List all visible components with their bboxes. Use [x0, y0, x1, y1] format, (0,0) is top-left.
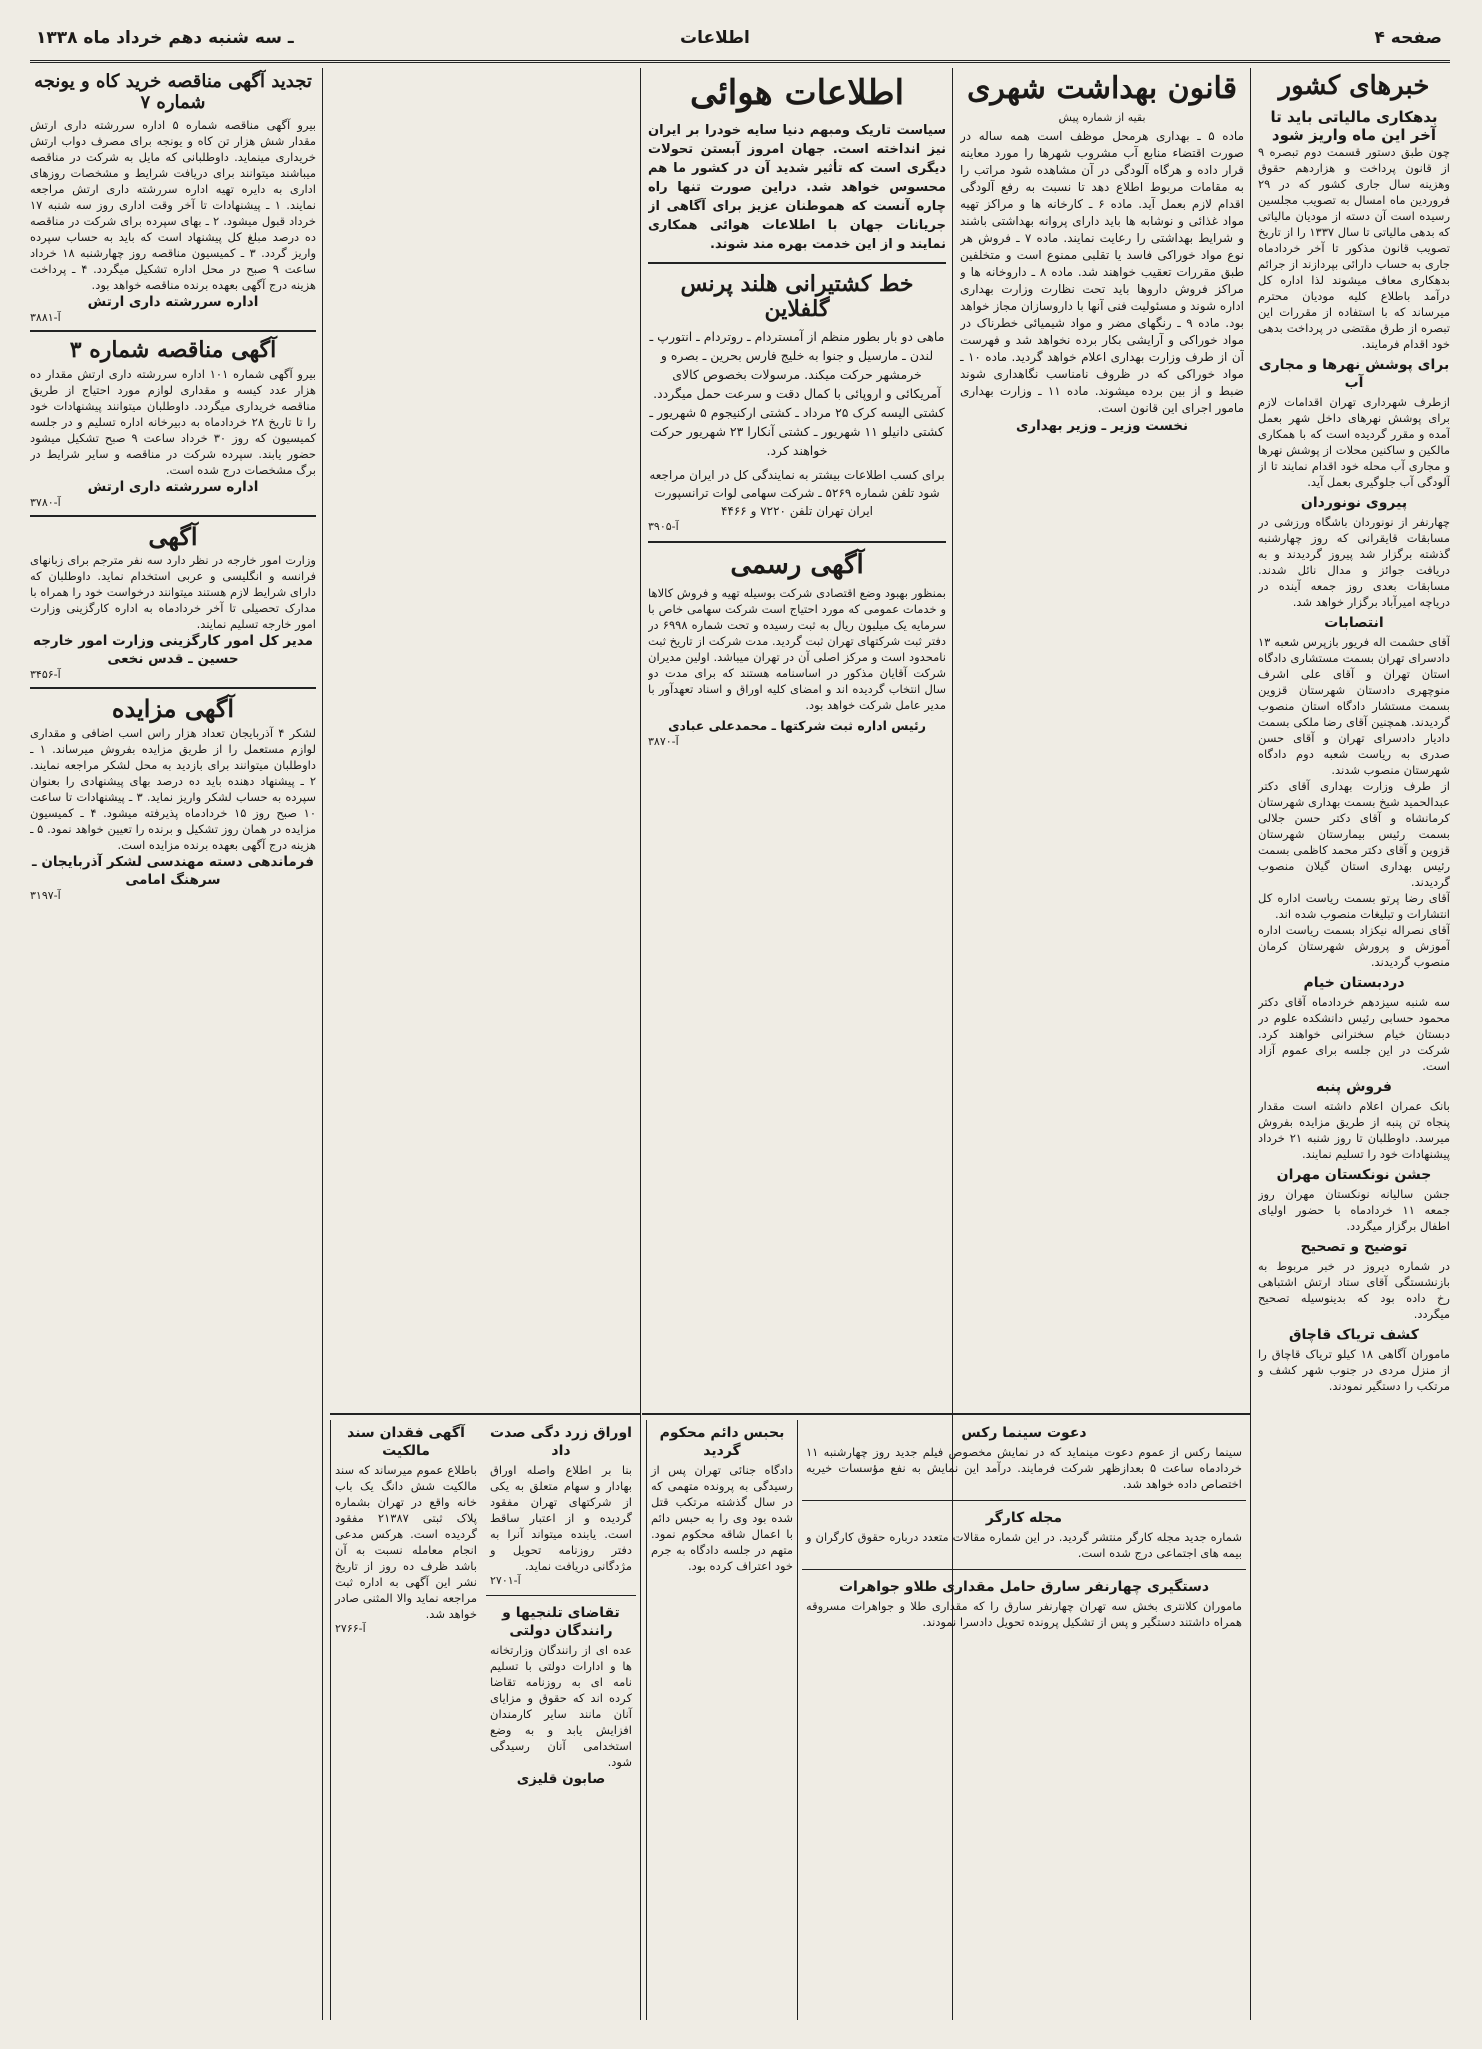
article-body: آقای نصراله نیکزاد بسمت ریاست اداره آموزش و پرورش شهرستان کرمان منصوب گردیدند. [1258, 922, 1450, 969]
article-body: بانک عمران اعلام داشته است مقدار پنجاه تن پنبه از طریق مزایده بفروش میرسد. داوطلبان تا روز شنبه ۲۱ خرداد پیشنهادات خود را تسلیم نمایند. [1258, 1098, 1450, 1161]
ad-body: سینما رکس از عموم دعوت مینماید که در نمایش مخصوص فیلم جدید روز چهارشنبه ۱۱ خردادماه ساعت ۵ بعدازظهر شرکت فرمایند. درآمد این نمایش به نفع مؤسسات خیریه اختصاص داده خواهد شد. [806, 1445, 1242, 1491]
ad-title: خط کشتیرانی هلند پرنس گلفلاین [680, 271, 914, 323]
ad-body: بیرو آگهی شماره ۱۰۱ اداره سررشته داری ارتش مقدار ده هزار عدد کیسه و مقداری لوازم مورد احتیاج از طریق مناقصه خریداری میگردد. داوطلبان میتوانند پیشنهادات خود را تا تاریخ ۲۸ خردادماه به دبیرخانه اداره تسلیم و در جلسه کمیسیون که روز ۳۰ خرداد ساعت ۹ صبح تشکیل میشود حضور یابند. سپرده شرکت در مناقصه و سایر شرایط در برگ مشخصات درج شده است. [30, 366, 316, 477]
column-rule [322, 68, 323, 2020]
ad-title: آگهی مزایده [111, 694, 235, 724]
ad-lost-papers [486, 1420, 636, 2020]
headline: بدهکاری مالیاتی باید تا آخر این ماه واریز شود [1270, 107, 1438, 144]
article-body: شماره جدید مجله کارگر منتشر گردید. در این شماره مقالات متعدد درباره حقوق کارگران و بیمه های اجتماعی درج شده است. [806, 1530, 1242, 1560]
section-title: خبرهای کشور [1278, 71, 1430, 101]
ad-title: آگهی فقدان سند مالکیت [347, 1425, 465, 1459]
ad-lost-deed [330, 1420, 481, 2020]
ad-title: اوراق زرد دگی صدت داد [490, 1425, 632, 1459]
section-rule [30, 687, 316, 689]
ad-body: وزارت امور خارجه در نظر دارد سه نفر مترجم برای زبانهای فرانسه و انگلیسی و عربی استخدام نماید. داوطلبان که دارای شرایط لازم هستند میتوانند درخواست خود را همراه با مدارک تحصیلی تا آخر خردادماه به اداره کارگزینی وزارت امور خارجه تسلیم نمایند. [30, 553, 316, 632]
article-body: چون طبق دستور قسمت دوم تبصره ۹ از قانون پرداخت و هزاردهم حقوق وهزینه سال جاری کشور که در ۲۹ فروردین ماه امسال به تصویب مجلسین رسیده است آن دسته از مودیان مالیاتی که بدهی مالیاتی تا سال ۱۳۳۷ را از تاریخ تصویب قانون مذکور تا آخر خردادماه جاری به حساب دارائی بپردازند از جرائم بدهکاری معاف میشوند لذا اداره کل درآمد باطلاع کلیه مودیان محترم میرساند که با استفاده از مقررات این تبصره از طرق مقتضی در پرداخت بدهی خود اقدام فرمایند. [1258, 144, 1450, 351]
article-body: دادگاه جنائی تهران پس از رسیدگی به پرونده متهمی که در سال گذشته مرتکب قتل شده بود وی را به حبس دائم با اعمال شاقه محکوم نمود. متهم در جلسه دادگاه به جرم خود اعتراف کرده بود. [651, 1463, 793, 1573]
ad-body: بیرو آگهی مناقصه شماره ۵ اداره سررشته داری ارتش مقدار شش هزار تن کاه و یونجه برای مصرف دواب ارتش خریداری مینماید. داوطلبانی که مایل به شرکت در مناقصه میباشند میتوانند برای دریافت شرایط و مشخصات روزهای اداری به دایره تهیه اداره سررشته داری ارتش مراجعه نمایند. ۱ ـ پیشنهادات تا آخر وقت اداری روز سه شنبه ۱۷ خرداد قبول میشود. ۲ ـ بهای سپرده برای شرکت در مناقصه ده درصد مبلغ کل پیشنهاد است که باید به حساب سپرده واریز گردد. ۳ ـ کمیسیون مناقصه روز چهارشنبه ۱۸ خرداد ساعت ۹ صبح در محل اداره تشکیل میگردد. ۴ ـ پرداخت هزینه درج آگهی بعهده برنده مناقصه خواهد بود. [30, 118, 316, 293]
article-body: در شماره دیروز در خبر مربوط به بازنشستگی آقای ستاد ارتش اشتباهی رخ داده بود که بدینوسیله تصحیح میگردد. [1258, 1258, 1450, 1321]
column-news [1258, 68, 1450, 2018]
ad-reference: آ-۳۱۹۷ [30, 888, 61, 902]
signature: اداره سررشته داری ارتش [87, 478, 259, 495]
issue-date: ـ سه شنبه دهم خرداد ماه ۱۳۳۸ [36, 28, 294, 48]
section-rule [30, 330, 316, 332]
headline: دستگیری چهارنفر سارق حامل مقداری طلاو جواهرات [838, 1579, 1210, 1595]
signature: فرماندهی دسته مهندسی لشکر آذربایجان ـ سرهنگ امامی [32, 853, 314, 888]
ad-body: باطلاع عموم میرساند که سند مالکیت شش دانگ یک باب خانه واقع در تهران بشماره پلاک ثبتی ۲۱۳۸۷ مفقود گردیده است. هرکس مدعی انجام معامله نسبت به آن باشد ظرف ده روز از تاریخ نشر این آگهی به اداره ثبت مراجعه نماید والا المثنی صادر خواهد شد. [335, 1463, 477, 1621]
column-air-news [648, 68, 946, 1408]
signature: مدیر کل امور کارگزینی وزارت امور خارجه [33, 633, 313, 650]
page-header [30, 20, 1450, 63]
article-body: چهارنفر از نونوردان باشگاه ورزشی در مسابقات قایقرانی که روز چهارشنبه گذشته برگزار شد پیروز گردیدند و به دریافت جوائز و مدال نائل شدند. مسابقات بعدی روز جمعه آینده در دریاچه امیرآباد برگزار خواهد شد. [1258, 514, 1450, 609]
ad-title: دعوت سینما رکس [961, 1425, 1087, 1441]
ad-reference: آ-۲۷۰۱ [490, 1574, 521, 1587]
newspaper-page [30, 20, 1450, 2030]
headline: انتصابات [1324, 614, 1384, 631]
section-rule [802, 1500, 1246, 1501]
signature: نخست وزیر ـ وزیر بهداری [1015, 417, 1189, 434]
ad-title: آگهی رسمی [730, 549, 864, 580]
ad-reference: آ-۲۷۶۶ [335, 1622, 366, 1635]
article-body: ماده ۵ ـ بهداری هرمحل موظف است همه ساله در صورت اقتضاء منابع آب مشروب شهرها را مورد معاینه قرار داده و هرگاه آلودگی در آن مشاهده شود مراتب را به مقامات مربوط اطلاع دهد تا نسبت به رفع آلودگی اقدام لازم بعمل آید. ماده ۶ ـ کارخانه ها و مراکز تهیه مواد غذائی و نوشابه ها باید دارای پروانه بهداشتی باشند و شرایط بهداشتی را رعایت نمایند. ماده ۷ ـ فروش هر نوع مواد خوراکی فاسد یا تقلبی ممنوع است و متخلفین طبق مقررات تعقیب خواهند شد. ماده ۸ ـ داروخانه ها و مراکز فروش داروها باید تحت نظارت وزارت بهداری اداره شوند و مسئولیت فنی آنها با داروسازان مجاز خواهد بود. ماده ۹ ـ رنگهای مضر و مواد شیمیائی خطرناک در مواد خوراکی و آرایشی بکار برده نخواهد شد و فهرست آن از طرف وزارت بهداری اعلام خواهد گردید. ماده ۱۰ ـ مواد خوراکی که در ظروف نامناسب نگاهداری شوند ضبط و از بین برده میشوند. ماده ۱۱ ـ وزارت بهداری مامور اجرای این قانون است. [960, 128, 1244, 415]
article-body: ازطرف شهرداری تهران اقدامات لازم برای پوشش نهرهای داخل شهر بعمل آمده و مقرر گردیده است که با همکاری مالکین و ساکنین محلات از پوشش نهرها و مجاری آب محله خود اقدام نمایند تا از آلودگی آب جلوگیری بعمل آید. [1258, 394, 1450, 489]
headline: تقاضای تلنجیها و رانندگان دولتی [502, 1605, 620, 1639]
section-rule [648, 541, 946, 543]
article-body: آقای حشمت اله فریور بازپرس شعبه ۱۳ دادسرای تهران بسمت مستشاری دادگاه استان تهران و آقای علی اشرف منوچهری دادستان شهرستان قزوین بسمت مستشار دادگاه استان منصوب گردیدند. همچنین آقای رضا ملکی بسمت دادیار دادسرای تهران و آقای حسن صدری به ریاست شعبه دوم دادگاه شهرستان منصوب شدند. [1258, 634, 1450, 777]
right-bottom-ads [802, 1420, 1246, 2020]
headline: توضیح و تصحیح [1300, 1238, 1408, 1255]
article-title: قانون بهداشت شهری [966, 71, 1238, 106]
article-body: سه شنبه سیزدهم خردادماه آقای دکتر محمود حسابی رئیس دانشکده علوم در دبستان خیام سخنرانی خواهند کرد. شرکت در این جلسه برای عموم آزاد است. [1258, 994, 1450, 1073]
ad-body: لشکر ۴ آذربایجان تعداد هزار راس اسب اضافی و مقداری لوازم مستعمل را از طریق مزایده بفروش میرساند. ۱ ـ داوطلبان میتوانند برای بازدید به محل لشکر مراجعه نمایند. ۲ ـ پیشنهاد دهنده باید ده درصد بهای پیشنهادی را بعنوان سپرده به حساب لشکر واریز نماید. ۳ ـ پیشنهادات تا ساعت ۱۰ صبح روز ۱۵ خردادماه پذیرفته میشود. ۴ ـ کمیسیون مزایده در همان روز تشکیل و برنده را تعیین خواهد نمود. ۵ ـ هزینه درج آگهی بعهده برنده مزایده است. [30, 725, 316, 852]
article-body: آقای رضا پرتو بسمت ریاست اداره کل انتشارات و تبلیغات منصوب شده اند. [1258, 890, 1450, 921]
column-rule [1250, 68, 1251, 2020]
masthead: اطلاعات [680, 28, 750, 48]
headline: برای پوشش نهرها و مجاری آب [1258, 356, 1450, 391]
section-rule [30, 515, 316, 517]
signature: صابون قلیزی [516, 1771, 606, 1787]
headline: مجله کارگر [985, 1510, 1063, 1526]
column-tenders [30, 68, 316, 2018]
article-body: ماموران کلانتری بخش سه تهران چهارنفر سارق را که مقداری طلا و جواهرات مسروقه همراه داشتند دستگیر و پس از تشکیل پرونده تحویل دادسرا نمودند. [806, 1599, 1242, 1629]
ad-body: بنا بر اطلاع واصله اوراق بهادار و سهام متعلق به یکی از شرکتهای تهران مفقود گردیده و از اعتبار ساقط است. یابنده میتواند آنرا به دفتر روزنامه تحویل و مژدگانی دریافت نماید. [490, 1463, 632, 1573]
section-rule [330, 1413, 640, 1415]
ad-reference: آ-۳۷۸۰ [30, 495, 61, 509]
ad-title: آگهی [148, 521, 198, 551]
article-body: از طرف وزارت بهداری آقای دکتر عبدالحمید شیخ بسمت بهداری شهرستان کرمانشاه و آقای دکتر حسن جلالی بسمت رئیس بیمارستان شهرستان قزوین و آقای دکتر محمد کاظمی بسمت رئیس بهداری استان گیلان منصوب گردیدند. [1258, 778, 1450, 889]
ad-body: بمنظور بهبود وضع اقتصادی شرکت بوسیله تهیه و فروش کالاها و خدمات عمومی که مورد احتیاج است شرکت سهامی خاص با سرمایه یک میلیون ریال به ثبت رسیده و تحت شماره ۶۹۹۸ در دفتر ثبت شرکتهای تهران ثبت گردید. مدت شرکت از تاریخ ثبت نامحدود است و مرکز اصلی آن در تهران میباشد. اولین مدیران شرکت آقایان مذکور در اساسنامه هستند که برای مدت دو سال انتخاب گردیده اند و امضای کلیه اوراق و اسناد تعهدآور با مدیر عامل شرکت خواهد بود. [648, 585, 946, 712]
article-body: جشن سالیانه نونکستان مهران روز جمعه ۱۱ خردادماه با حضور اولیای اطفال برگزار میگردد. [1258, 1186, 1450, 1233]
headline: فروش پنبه [1316, 1078, 1392, 1095]
ad-reference: آ-۳۴۵۶ [30, 668, 61, 682]
ad-reference: آ-۳۹۰۵ [648, 519, 679, 533]
article-body: سیاست تاریک ومبهم دنیا سایه خودرا بر ایران نیز انداخته است. جهان امروز آبستن تحولات دیگری است که تأثیر شدید آن در کشور ما هم محسوس خواهد شد. دراین صورت تنها راه چاره آنست که هموطنان عزیز برای آگاهی از جریانات جهان با اطلاعات هوائی همکاری نمایند و از این خدمت بهره مند شوند. [648, 123, 946, 253]
signature: اداره سررشته داری ارتش [87, 294, 259, 311]
section-rule [648, 262, 946, 264]
ad-title: تجدید آگهی مناقصه خرید کاه و یونجه شماره ۷ [34, 71, 312, 113]
page-number: صفحه ۴ [1374, 28, 1442, 48]
section-rule [642, 1413, 1250, 1415]
headline: کشف تریاک قاچاق [1289, 1326, 1419, 1343]
ad-reference: آ-۳۸۸۱ [30, 311, 61, 325]
headline: پیروی نونوردان [1300, 494, 1408, 511]
section-rule [486, 1595, 636, 1596]
article-sentence [646, 1420, 798, 2020]
headline: بحبس دائم محکوم گردید [659, 1425, 785, 1459]
continued-note: بقیه از شماره پیش [1058, 110, 1146, 124]
ad-reference: آ-۳۸۷۰ [648, 734, 679, 748]
ad-body: ماهی دو بار بطور منظم از آمستردام ـ روتردام ـ انتورپ ـ لندن ـ مارسیل و جنوا به خلیج فارس بحرین ـ بصره و خرمشهر حرکت میکند. مرسولات بخصوص کالای آمریکائی و اروپائی با کمال دقت و سرعت حمل میگردد. کشتی الیسه کرک ۲۵ مرداد ـ کشتی ارکنیجوم ۵ شهریور ـ کشتی دانیلو ۱۱ شهریور ـ کشتی آنکارا ۲۳ شهریور حرکت خواهند کرد. [649, 328, 945, 458]
headline: جشن نونکستان مهران [1276, 1166, 1432, 1183]
signature: حسین ـ قدس نخعی [107, 651, 239, 668]
ad-contact: برای کسب اطلاعات بیشتر به نمایندگی کل در ایران مراجعه شود تلفن شماره ۵۲۶۹ ـ شرکت سهامی لوات ترانسپورت ایران تهران تلفن ۷۲۲۰ و ۴۴۶۶ [649, 467, 945, 518]
headline: دردبستان خیام [1303, 974, 1405, 991]
section-rule [802, 1569, 1246, 1570]
article-body: ماموران آگاهی ۱۸ کیلو تریاک قاچاق را از منزل مردی در جنوب شهر کشف و مرتکب را دستگیر نمودند. [1258, 1346, 1450, 1393]
article-title: اطلاعات هوائی [689, 73, 905, 113]
article-body: عده ای از رانندگان وزارتخانه ها و ادارات دولتی با تسلیم نامه ای به روزنامه تقاضا کرده اند که حقوق و مزایای آنان مانند سایر کارمندان افزایش یابد و به وضع استخدامی آنان رسیدگی شود. [490, 1643, 632, 1769]
column-health-law [960, 68, 1244, 1408]
column-rule [640, 68, 641, 2020]
ad-title: آگهی مناقصه شماره ۳ [69, 337, 277, 364]
signature: رئیس اداره ثبت شرکتها ـ محمدعلی عبادی [668, 717, 926, 733]
